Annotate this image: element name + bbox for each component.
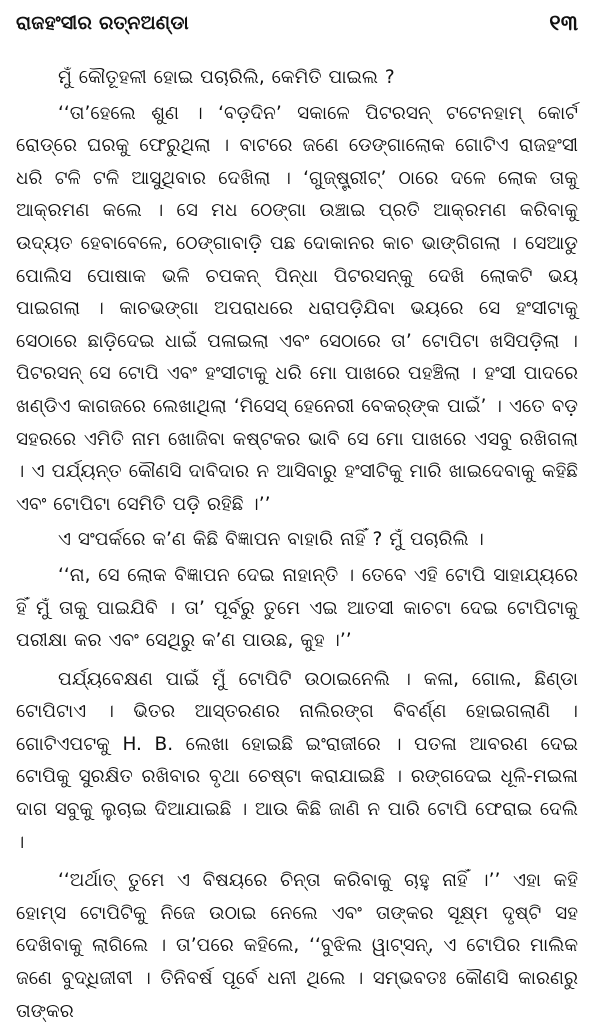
- paragraph-3: ଏ ସଂପର୍କରେ କ’ଣ କିଛି ବିଜ୍ଞାପନ ବାହାରି ନାହିଁ ? ମୁଁ ପଚାରିଲି ।: [58, 529, 484, 551]
- paragraph-1: ମୁଁ କୌତୂହଳୀ ହୋଇ ପଚାରିଲି, କେମିତି ପାଇଲ ?: [58, 67, 395, 88]
- page-header: [16, 8, 578, 38]
- running-title: ରାଜହଂସୀର ରତ୍ନଅଣ୍ଡା: [16, 12, 189, 34]
- paragraph-4: ‘‘ନା, ସେ ଲୋକ ବିଜ୍ଞାପନ ଦେଇ ନାହାନ୍ତି । ତେବେ ଏହି ଟୋପି ସାହାଯ୍ୟରେ ହିଁ ମୁଁ ତାକୁ ପାଇଯିବି । ତା’ ପୂର୍ବରୁ ତୁମେ ଏଇ ଆତସୀ କାଚଟା ଦେଇ ଟୋପିଟାକୁ ପରୀକ୍ଷା କର ଏବଂ ସେଥିରୁ କ’ଣ ପାଉଛ, କୁହ ।’’: [16, 564, 578, 652]
- paragraph-2: ‘‘ତା’ହେଲେ ଶୁଣ । ‘ବଡ଼ଦିନ’ ସକାଳେ ପିଟରସନ୍ ଟଟେନହାମ୍ କୋର୍ଟ ରୋଡ୍‌ରେ ଘରକୁ ଫେରୁଥିଲା । ବାଟରେ ଜଣେ ଡେଙ୍ଗାଲୋକ ଗୋଟିଏ ରାଜହଂସୀ ଧରି ଟଳି ଟଳି ଆସୁଥିବାର ଦେଖିଲା । ‘ଗୁଜ୍‌ଷ୍ଟ୍ରୀଟ୍’ ଠାରେ ଦଳେ ଲୋକ ତାକୁ ଆକ୍ରମଣ କଲେ । ସେ ମଧ ଠେଙ୍ଗା ଉଞ୍ଚାଇ ପ୍ରତି ଆକ୍ରମଣ କରିବାକୁ ଉଦ୍ୟତ ହେବାବେଳେ, ଠେଙ୍ଗାବାଡ଼ି ପଛ ଦୋକାନର କାଚ ଭାଙ୍ଗିଗଲା । ସେଆଡୁ ପୋଲିସ ପୋଷାକ ଭଳି ଚପକନ୍ ପିନ୍ଧା ପିଟରସନ୍‌କୁ ଦେଖି ଲୋକଟି ଭୟ ପାଇଗଲା । କାଚଭଙ୍ଗା ଅପରାଧରେ ଧରାପଡ଼ିଯିବା ଭୟରେ ସେ ହଂସୀଟାକୁ ସେଠାରେ ଛାଡ଼ିଦେଇ ଧାଇଁ ପଳାଇଲା ଏବଂ ସେଠାରେ ତା’ ଟୋପିଟା ଖସିପଡ଼ିଲା । ପିଟରସନ୍ ସେ ଟୋପି ଏବଂ ହଂସୀଟାକୁ ଧରି ମୋ ପାଖରେ ପହଞ୍ଚିଲା । ହଂସୀ ପାଦରେ ଖଣ୍ଡିଏ କାଗଜରେ ଲେଖାଥିଲା ‘ମିସେସ୍ ହେନେରୀ ବେକର୍‌ଙ୍କ ପାଇଁ’ । ଏତେ ବଡ଼ ସହରରେ ଏମିତି ନାମ ଖୋଜିବା କଷ୍ଟକର ଭାବି ସେ ମୋ ପାଖରେ ଏସବୁ ରଖିଗଲା । ଏ ପର୍ଯ୍ୟନ୍ତ କୌଣସି ଦାବିଦାର ନ ଆସିବାରୁ ହଂସୀଟିକୁ ମାରି ଖାଇଦେବାକୁ କହିଛି ଏବଂ ଟୋପିଟା ସେମିତି ପଡ଼ି ରହିଛି ।’’: [16, 102, 578, 515]
- paragraph-5: ପର୍ଯ୍ୟବେକ୍ଷଣ ପାଇଁ ମୁଁ ଟୋପିଟି ଉଠାଇନେଲି । କଳା, ଗୋଲ, ଛିଣ୍ଡା ଟୋପିଟାଏ । ଭିତର ଆସ୍ତରଣର ନାଲିରଙ୍ଗ ବିବର୍ଣ୍ଣ ହୋଇଗଲାଣି । ଗୋଟିଏପଟକୁ H. B. ଲେଖା ହୋଇଛି ଇଂରାଜୀରେ । ପତଳା ଆବରଣ ଦେଇ ଟୋପିକୁ ସୁରକ୍ଷିତ ରଖିବାର ବୃଥା ଚେଷ୍ଟା କରାଯାଇଛି । ରଙ୍ଗଦେଇ ଧୂଳି-ମଇଳା ଦାଗ ସବୁକୁ ଲୁଚାଇ ଦିଆଯାଇଛି । ଆଉ କିଛି ଜାଣି ନ ପାରି ଟୋପି ଫେରାଇ ଦେଲି ।: [16, 668, 578, 853]
- paragraph-6: ‘‘ଅର୍ଥାତ୍ ତୁମେ ଏ ବିଷୟରେ ଚିନ୍ତା କରିବାକୁ ଚାହୁ ନାହିଁ ।’’ ଏହା କହି ହୋମ୍ସ ଟୋପିଟିକୁ ନିଜେ ଉଠାଇ ନେଲେ ଏବଂ ତାଙ୍କର ସୂକ୍ଷ୍ମ ଦୃଷ୍ଟି ସହ ଦେଖିବାକୁ ଲାଗିଲେ । ତା’ପରେ କହିଲେ, ‘‘ବୁଝିଲ ୱାଟ୍‌ସନ୍, ଏ ଟୋପିର ମାଲିକ ଜଣେ ବୁଦ୍ଧିଜୀବୀ । ତିନିବର୍ଷ ପୂର୍ବେ ଧନୀ ଥିଲେ । ସମ୍ଭବତଃ କୌଣସି କାରଣରୁ ତାଙ୍କର: [16, 870, 578, 1022]
- body-text: [16, 62, 578, 1031]
- page-number: ୧୩: [549, 10, 578, 36]
